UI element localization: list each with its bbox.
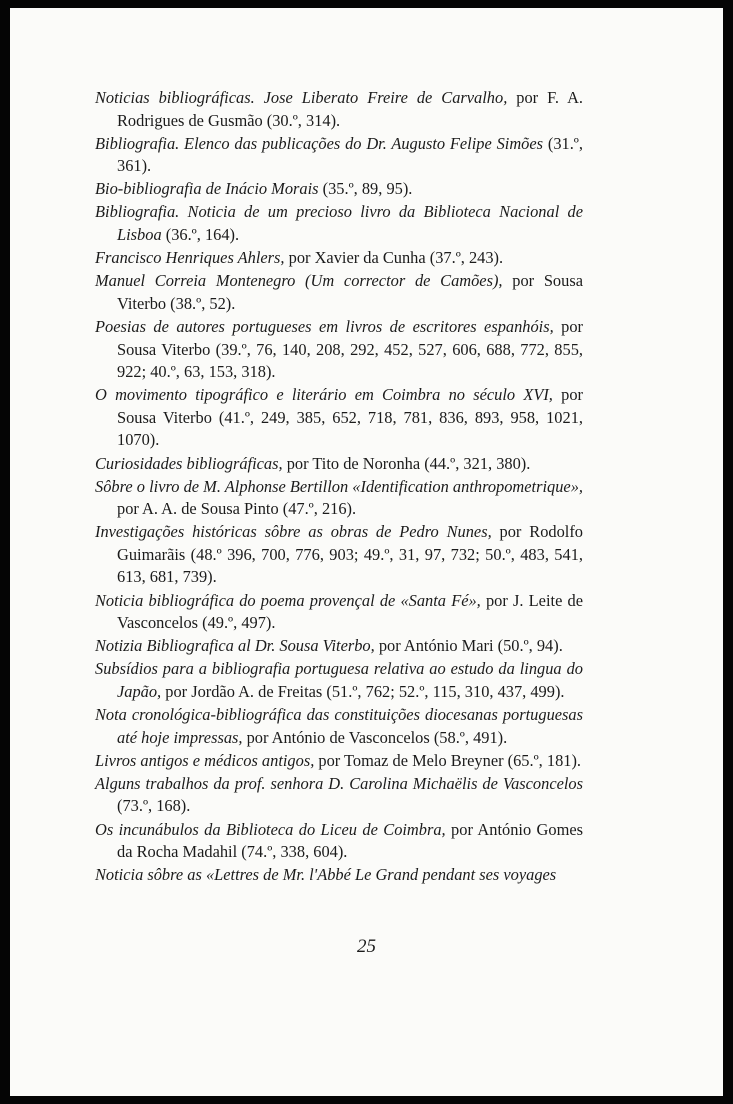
entry-details: por António Mari (50.º, 94). (374, 636, 563, 656)
entry-details: por Sousa Viterbo (38.º, 52). (117, 271, 583, 313)
bibliography-entry (95, 270, 583, 315)
entry-title: Livros antigos e médicos antigos, (95, 750, 315, 770)
entry-details: (73.º, 168). (117, 796, 191, 816)
scan-border-left (0, 0, 10, 1104)
entry-title: Noticia sôbre as «Lettres de Mr. l'Abbé Le Grand pendant ses voyages (95, 865, 557, 885)
entry-details: por A. A. de Sousa Pinto (47.º, 216). (117, 499, 357, 519)
entry-details: (35.º, 89, 95). (318, 179, 413, 199)
bibliography-entry (95, 178, 583, 201)
entry-title: Subsídios para a bibliografia portuguesa relativa ao estudo da lingua do Japão, (95, 659, 583, 701)
entry-title: Francisco Henriques Ahlers, (95, 248, 285, 268)
entry-details: por Jordão A. de Freitas (51.º, 762; 52.º, 115, 310, 437, 499). (161, 681, 565, 701)
bibliography-entry (95, 658, 583, 703)
bibliography-entry (95, 384, 583, 452)
entry-details: por F. A. Rodrigues de Gusmão (30.º, 314). (117, 88, 583, 130)
entry-title: Noticia bibliográfica do poema provençal de «Santa Fé», (95, 590, 481, 610)
entry-title: Sôbre o livro de M. Alphonse Bertillon «Identification anthropometrique», (95, 476, 583, 496)
bibliography-entry (95, 819, 583, 864)
bibliography-entry (95, 521, 583, 589)
entry-details: por Xavier da Cunha (37.º, 243). (284, 248, 504, 268)
scan-border-bottom (0, 1096, 733, 1104)
entry-title: Investigações históricas sôbre as obras de Pedro Nunes, (95, 522, 492, 542)
entry-details: (36.º, 164). (161, 225, 240, 245)
bibliography-entry (95, 773, 583, 818)
entry-details: por Rodolfo Guimarãis (48.º 396, 700, 776, 903; 49.º, 31, 97, 732; 50.º, 483, 541, 613, 681, 739). (117, 522, 583, 587)
bibliography-entry (95, 635, 583, 658)
scan-border-top (0, 0, 733, 8)
page-number: 25 (357, 936, 376, 957)
entry-details: (31.º, 361). (117, 133, 583, 176)
document-page (10, 8, 723, 1096)
bibliography-entry (95, 590, 583, 635)
bibliography-entry (95, 750, 583, 773)
bibliography-entry (95, 201, 583, 246)
bibliography-entry (95, 476, 583, 521)
entry-details: por Tomaz de Melo Breyner (65.º, 181). (314, 750, 582, 770)
bibliography-entry (95, 247, 583, 270)
entry-title: Curiosidades bibliográficas, (95, 453, 283, 473)
entry-title: Os incunábulos da Biblioteca do Liceu de Coimbra, (95, 819, 446, 839)
bibliography-entry (95, 864, 583, 887)
entry-title: Alguns trabalhos da prof. senhora D. Carolina Michaëlis de Vasconcelos (95, 773, 583, 793)
bibliography-entry (95, 87, 583, 132)
entry-title: Bibliografia. Elenco das publicações do Dr. Augusto Felipe Simões (95, 133, 544, 153)
entry-title: Bio-bibliografia de Inácio Morais (95, 179, 319, 199)
bibliography-entry (95, 453, 583, 476)
entry-details: por António de Vasconcelos (58.º, 491). (242, 727, 508, 747)
bibliography-entry (95, 316, 583, 384)
entry-title: O movimento tipográfico e literário em Coimbra no século XVI, (95, 385, 553, 405)
entry-details: por J. Leite de Vasconcelos (49.º, 497). (117, 590, 584, 633)
entry-title: Manuel Correia Montenegro (Um corrector de Camões), (95, 271, 503, 291)
entry-title: Notizia Bibliografica al Dr. Sousa Viterbo, (95, 636, 375, 656)
entry-details: por Tito de Noronha (44.º, 321, 380). (282, 453, 531, 473)
entry-title: Noticias bibliográficas. Jose Liberato Freire de Carvalho, (95, 88, 508, 107)
entry-details: por Sousa Viterbo (41.º, 249, 385, 652, 718, 781, 836, 893, 958, 1021, 1070). (117, 385, 583, 450)
bibliography-entry (95, 704, 583, 749)
bibliography-entry (95, 133, 583, 178)
bibliography-list (95, 87, 583, 887)
entry-title: Nota cronológica-bibliográfica das constituições diocesanas portuguesas até hoje impressas, (95, 705, 583, 747)
entry-details: por António Gomes da Rocha Madahil (74.º, 338, 604). (117, 819, 583, 862)
scan-border-right (723, 0, 733, 1104)
entry-details: por Sousa Viterbo (39.º, 76, 140, 208, 292, 452, 527, 606, 688, 772, 855, 922; 40.º, 63, 153, 318). (117, 316, 583, 382)
entry-title: Bibliografia. Noticia de um precioso livro da Biblioteca Nacional de Lisboa (95, 202, 583, 245)
entry-title: Poesias de autores portugueses em livros de escritores espanhóis, (95, 316, 554, 336)
